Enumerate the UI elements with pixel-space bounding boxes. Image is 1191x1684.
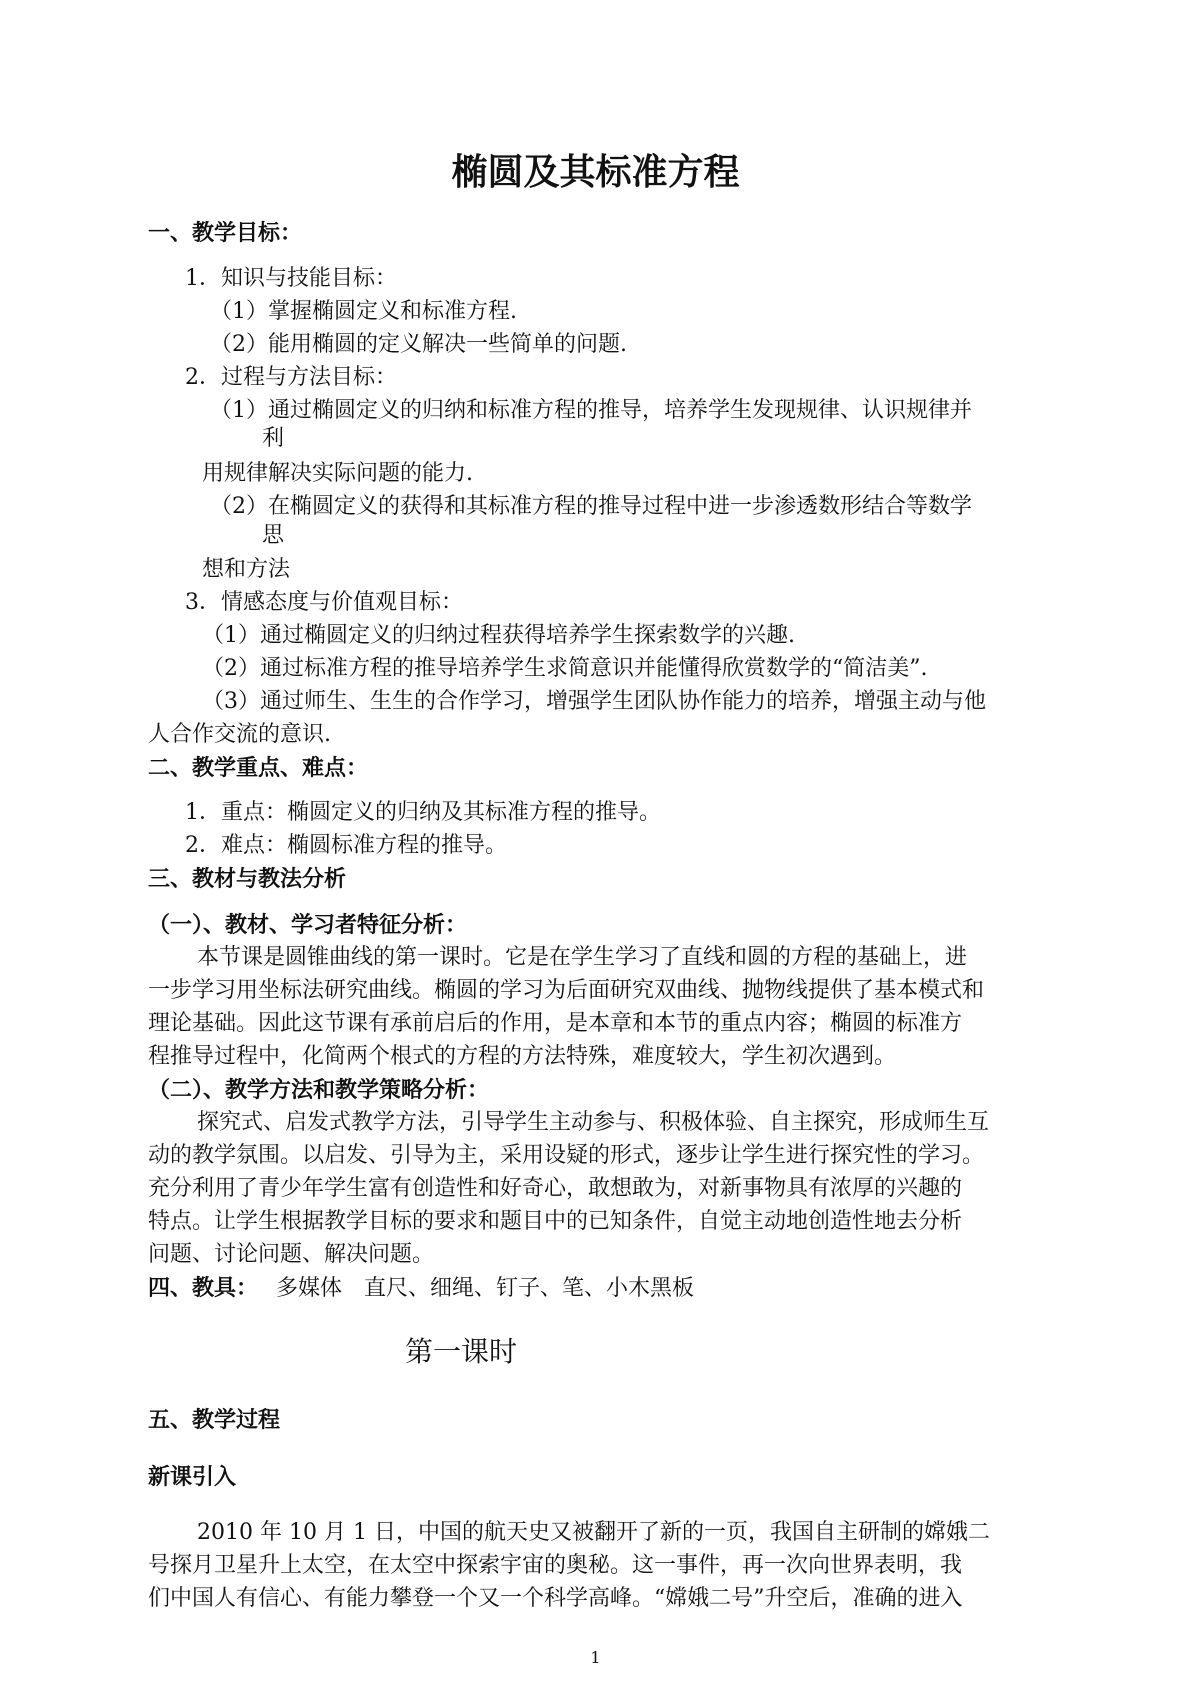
section-heading-key-points: 二、教学重点、难点： (148, 755, 369, 781)
paragraph-line: 2010 年 10 月 1 日，中国的航天史又被翻开了新的一页，我国自主研制的嫦娥二 (197, 1520, 990, 1545)
paragraph-line: 特点。让学生根据教学目标的要求和题目中的已知条件，自觉主动地创造性地去分析 (148, 1209, 963, 1234)
list-item-wrap: 思 (262, 523, 285, 548)
paragraph-line: 程推导过程中，化简两个根式的方程的方法特殊，难度较大，学生初次遇到。 (148, 1044, 897, 1069)
paragraph-line: 一步学习用坐标法研究曲线。椭圆的学习为后面研究双曲线、抛物线提供了基本模式和 (148, 978, 985, 1003)
list-item: 1．重点：椭圆定义的归纳及其标准方程的推导。 (185, 800, 661, 825)
subsection-heading-intro: 新课引入 (148, 1464, 237, 1490)
lesson-title: 第一课时 (405, 1335, 518, 1368)
list-item: （1）掌握椭圆定义和标准方程. (210, 299, 517, 324)
list-item: （2）通过标准方程的推导培养学生求简意识并能懂得欣赏数学的“简洁美”. (202, 656, 928, 681)
list-item-wrap: 利 (262, 426, 285, 451)
goal-heading-process: 2．过程与方法目标： (185, 365, 397, 390)
document-title: 椭圆及其标准方程 (451, 151, 740, 193)
section-heading-analysis: 三、教材与教法分析 (148, 866, 347, 892)
aids-content: 多媒体 直尺、细绳、钉子、笔、小木黑板 (276, 1276, 695, 1301)
subsection-heading-methods: （二）、教学方法和教学策略分析： (148, 1077, 490, 1103)
paragraph-line: 号探月卫星升上太空，在太空中探索宇宙的奥秘。这一事件，再一次向世界表明，我 (148, 1553, 963, 1578)
paragraph-line: 本节课是圆锥曲线的第一课时。它是在学生学习了直线和圆的方程的基础上，进 (197, 945, 968, 970)
list-item: （3）通过师生、生生的合作学习，增强学生团队协作能力的培养，增强主动与他 (202, 689, 986, 714)
list-item: （2）能用椭圆的定义解决一些简单的问题. (210, 332, 627, 357)
goal-heading-attitude: 3．情感态度与价值观目标： (185, 590, 463, 615)
paragraph-line: 动的教学氛围。以启发、引导为主，采用设疑的形式，逐步让学生进行探究性的学习。 (148, 1143, 985, 1168)
page-number: 1 (590, 1648, 601, 1667)
goal-heading-knowledge: 1．知识与技能目标： (185, 266, 397, 291)
teaching-aids (148, 1273, 694, 1304)
list-item: （1）通过椭圆定义的归纳过程获得培养学生探索数学的兴趣. (202, 623, 795, 648)
list-item-continuation: 用规律解决实际问题的能力. (202, 461, 473, 486)
paragraph-line: 充分利用了青少年学生富有创造性和好奇心，敢想敢为，对新事物具有浓厚的兴趣的 (148, 1176, 963, 1201)
list-item: （1）通过椭圆定义的归纳和标准方程的推导，培养学生发现规律、认识规律并 (210, 398, 972, 423)
section-heading-process: 五、教学过程 (148, 1407, 281, 1433)
paragraph-line: 理论基础。因此这节课有承前启后的作用，是本章和本节的重点内容；椭圆的标准方 (148, 1011, 963, 1036)
list-item: 2．难点：椭圆标准方程的推导。 (185, 833, 507, 858)
list-item-continuation: 想和方法 (202, 557, 291, 582)
list-item: （2）在椭圆定义的获得和其标准方程的推导过程中进一步渗透数形结合等数学 (210, 494, 972, 519)
subsection-heading-materials: （一）、教材、学习者特征分析： (148, 912, 468, 938)
section-heading-objectives: 一、教学目标： (148, 220, 303, 246)
paragraph-line: 们中国人有信心、有能力攀登一个又一个科学高峰。“嫦娥二号”升空后，准确的进入 (148, 1586, 963, 1611)
paragraph-line: 问题、讨论问题、解决问题。 (148, 1242, 435, 1267)
paragraph-line: 探究式、启发式教学方法，引导学生主动参与、积极体验、自主探究，形成师生互 (197, 1110, 990, 1135)
section-heading-aids: 四、教具： (148, 1275, 259, 1301)
list-item-continuation: 人合作交流的意识. (148, 722, 331, 747)
